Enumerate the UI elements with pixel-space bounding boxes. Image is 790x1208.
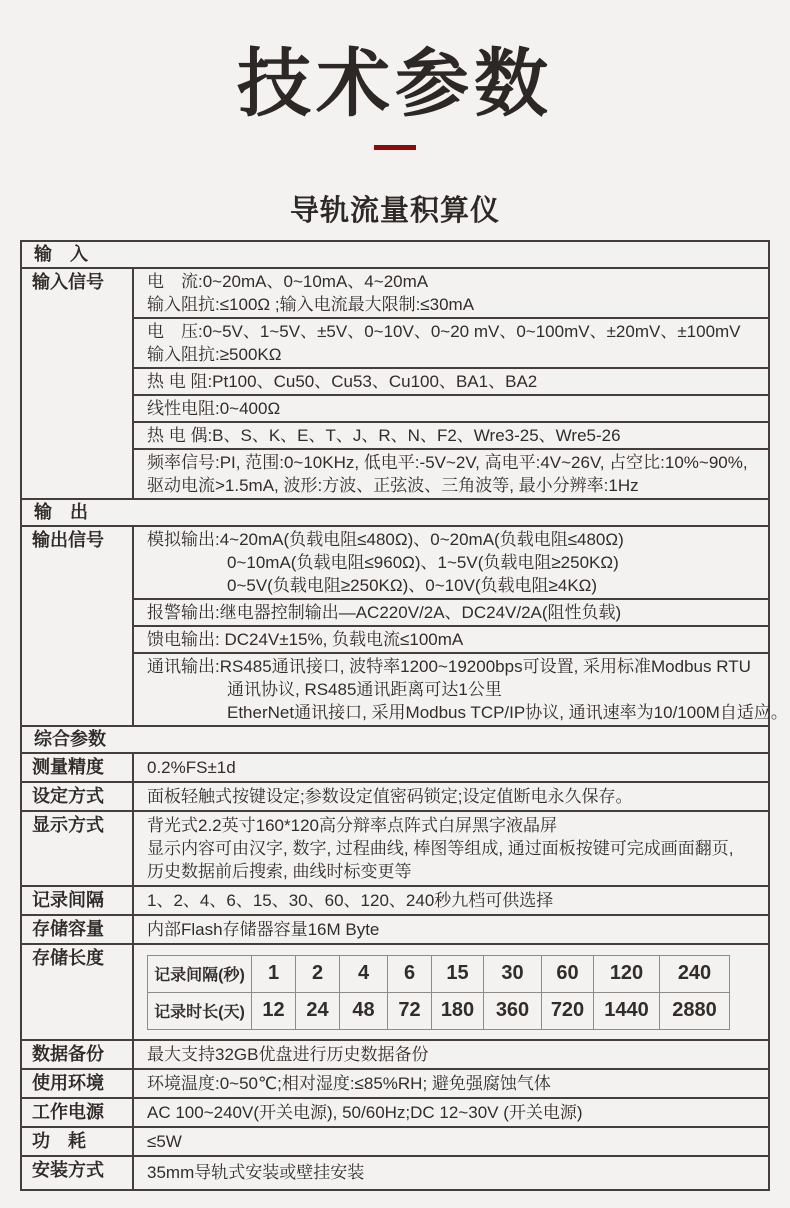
output-communication-subrow (134, 654, 788, 725)
value-line: 显示内容可由汉字, 数字, 过程曲线, 棒图等组成, 通过面板按键可完成画面翻页, (147, 838, 734, 858)
storage-duration-row (148, 992, 730, 1029)
value-line: 内部Flash存储器容量16M Byte (147, 919, 380, 939)
row-display-method (22, 812, 768, 887)
input-voltage-subrow (134, 319, 768, 369)
value-line: 模拟输出:4~20mA(负载电阻≤480Ω)、0~20mA(负载电阻≤480Ω) (147, 529, 624, 549)
row-label: 输出信号 (22, 527, 134, 725)
spec-sheet-page (0, 40, 790, 1208)
section-header-output (22, 500, 768, 527)
value-line: EtherNet通讯接口, 采用Modbus TCP/IP协议, 通讯速率为10/100M自适应。 (227, 702, 788, 722)
row-label: 测量精度 (22, 754, 134, 781)
storage-duration-cell: 72 (388, 992, 432, 1029)
value-line: AC 100~240V(开关电源), 50/60Hz;DC 12~30V (开关电源) (147, 1102, 583, 1122)
storage-duration-cell: 720 (542, 992, 594, 1029)
value-line: 电 压:0~5V、1~5V、±5V、0~10V、0~20 mV、0~100mV、±20mV、±100mV (147, 321, 741, 341)
row-label: 输入信号 (22, 269, 134, 498)
row-label: 数据备份 (22, 1041, 134, 1068)
row-data-backup (22, 1041, 768, 1070)
value-line: 历史数据前后搜索, 曲线时标变更等 (147, 861, 412, 881)
storage-interval-cell: 240 (660, 955, 730, 992)
row-label: 记录间隔 (22, 887, 134, 914)
storage-duration-cell: 1440 (594, 992, 660, 1029)
storage-interval-cell: 1 (252, 955, 296, 992)
output-analog-subrow (134, 527, 768, 600)
spec-table (20, 240, 788, 1191)
output-feed-subrow (134, 627, 768, 654)
storage-interval-cell: 2 (296, 955, 340, 992)
row-label: 使用环境 (22, 1070, 134, 1097)
input-frequency-subrow (134, 450, 768, 498)
product-subtitle: 导轨流量积算仪 (289, 194, 500, 227)
storage-duration-cell: 12 (252, 992, 296, 1029)
row-input-signal (22, 269, 768, 500)
output-alarm-subrow (134, 600, 768, 627)
value-line: 背光式2.2英寸160*120高分辩率点阵式白屏黑字液晶屏 (147, 815, 557, 835)
storage-duration-cell: 2880 (660, 992, 730, 1029)
row-label: 存储长度 (22, 945, 134, 1039)
storage-interval-cell: 15 (432, 955, 484, 992)
value-line: 热 电 偶:B、S、K、E、T、J、R、N、F2、Wre3-25、Wre5-26 (147, 425, 621, 445)
value-line: 频率信号:PI, 范围:0~10KHz, 低电平:-5V~2V, 高电平:4V~26V, 占空比:10%~90%, (147, 452, 748, 472)
storage-length-table (147, 955, 730, 1030)
row-installation (22, 1157, 768, 1189)
value-line: 线性电阻:0~400Ω (147, 398, 281, 418)
section-title: 输 出 (34, 501, 88, 522)
storage-interval-cell: 120 (594, 955, 660, 992)
value-line: 1、2、4、6、15、30、60、120、240秒九档可供选择 (147, 890, 554, 910)
row-environment (22, 1070, 768, 1099)
value-line: 0.2%FS±1d (147, 757, 236, 777)
value-line: 35mm导轨式安装或壁挂安装 (147, 1162, 365, 1182)
row-label: 设定方式 (22, 783, 134, 810)
value-line: 输入阻抗:≤100Ω ;输入电流最大限制:≤30mA (147, 294, 475, 314)
row-label: 功 耗 (22, 1128, 134, 1155)
value-line: 0~5V(负载电阻≥250KΩ)、0~10V(负载电阻≥4KΩ) (227, 575, 598, 595)
row-label: 显示方式 (22, 812, 134, 885)
row-storage-capacity (22, 916, 768, 945)
value-line: ≤5W (147, 1131, 182, 1151)
row-output-signal (22, 527, 788, 727)
input-thermocouple-subrow (134, 423, 768, 450)
value-line: 最大支持32GB优盘进行历史数据备份 (147, 1044, 429, 1064)
value-line: 环境温度:0~50℃;相对湿度:≤85%RH; 避免强腐蚀气体 (147, 1073, 551, 1093)
value-line: 电 流:0~20mA、0~10mA、4~20mA (147, 271, 429, 291)
storage-interval-label: 记录间隔(秒) (148, 955, 252, 992)
input-current-subrow (134, 269, 768, 319)
row-power-consumption (22, 1128, 768, 1157)
value-line: 面板轻触式按键设定;参数设定值密码锁定;设定值断电永久保存。 (147, 786, 633, 806)
row-power-supply (22, 1099, 768, 1128)
section-title: 综合参数 (34, 728, 106, 749)
row-record-interval (22, 887, 768, 916)
title-divider (374, 145, 416, 150)
section-header-general (22, 727, 768, 754)
storage-duration-cell: 48 (340, 992, 388, 1029)
value-line: 通讯输出:RS485通讯接口, 波特率1200~19200bps可设置, 采用标准Modbus RTU (147, 656, 751, 676)
storage-duration-cell: 24 (296, 992, 340, 1029)
input-linear-resistance-subrow (134, 396, 768, 423)
value-line: 馈电输出: DC24V±15%, 负载电流≤100mA (147, 629, 464, 649)
storage-interval-row (148, 955, 730, 992)
storage-interval-cell: 6 (388, 955, 432, 992)
value-line: 热 电 阻:Pt100、Cu50、Cu53、Cu100、BA1、BA2 (147, 371, 538, 391)
value-line: 通讯协议, RS485通讯距离可达1公里 (227, 679, 502, 699)
value-line: 0~10mA(负载电阻≤960Ω)、1~5V(负载电阻≥250KΩ) (227, 552, 619, 572)
storage-interval-cell: 4 (340, 955, 388, 992)
storage-duration-label: 记录时长(天) (148, 992, 252, 1029)
section-title: 输 入 (34, 243, 88, 264)
storage-interval-cell: 30 (484, 955, 542, 992)
row-setting-method (22, 783, 768, 812)
storage-duration-cell: 180 (432, 992, 484, 1029)
value-line: 驱动电流>1.5mA, 波形:方波、正弦波、三角波等, 最小分辨率:1Hz (147, 475, 639, 495)
storage-duration-cell: 360 (484, 992, 542, 1029)
row-storage-length (22, 945, 768, 1041)
section-header-input (22, 242, 768, 269)
input-rtd-subrow (134, 369, 768, 396)
page-title: 技术参数 (237, 42, 553, 125)
row-label: 安装方式 (22, 1157, 134, 1189)
row-label: 存储容量 (22, 916, 134, 943)
storage-interval-cell: 60 (542, 955, 594, 992)
value-line: 输入阻抗:≥500KΩ (147, 344, 282, 364)
row-label: 工作电源 (22, 1099, 134, 1126)
value-line: 报警输出:继电器控制输出—AC220V/2A、DC24V/2A(阻性负载) (147, 602, 622, 622)
row-accuracy (22, 754, 768, 783)
